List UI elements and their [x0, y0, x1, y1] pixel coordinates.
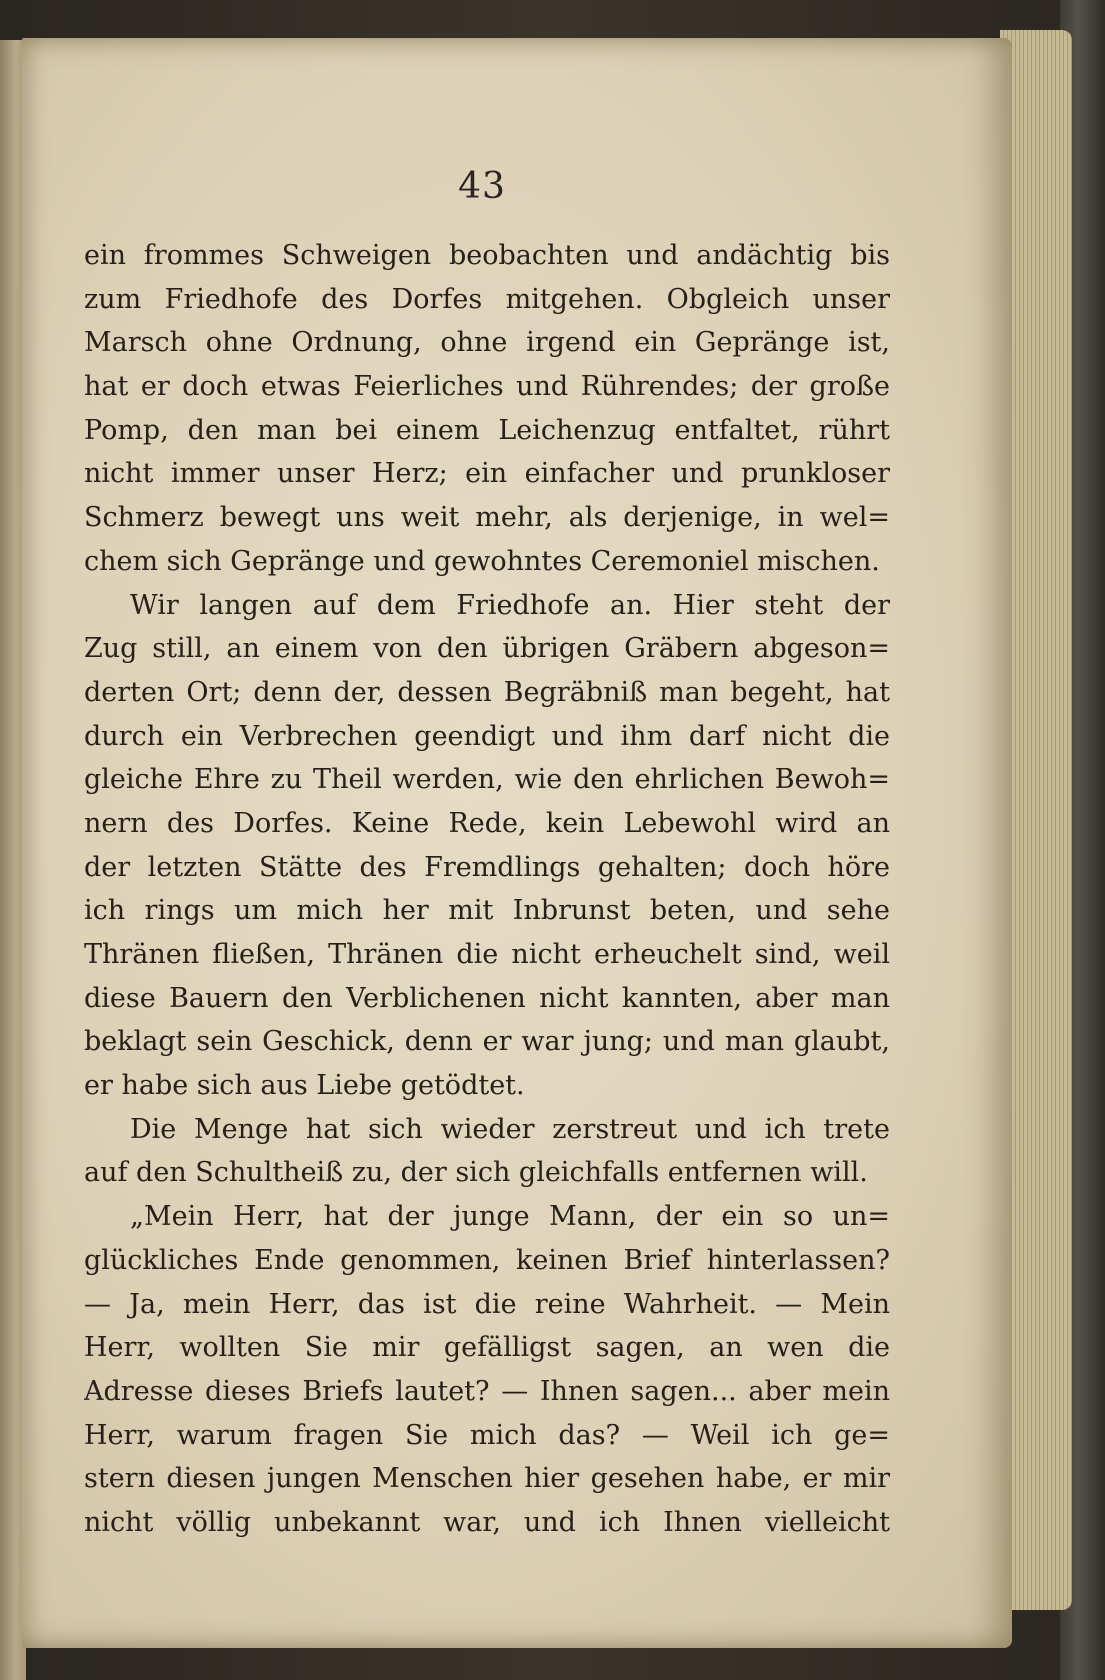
text-line: Herr, wollten Sie mir gefälligst sagen, an wen die — [84, 1332, 890, 1364]
text-line: der letzten Stätte des Fremdlings gehalten; doch höre — [84, 851, 890, 883]
text-line: glückliches Ende genommen, keinen Brief hinterlassen? — [84, 1244, 890, 1276]
text-line: chem sich Gepränge und gewohntes Ceremoniel mischen. — [84, 545, 880, 577]
text-line: Schmerz bewegt uns weit mehr, als derjenige, in wel= — [84, 502, 890, 534]
text-line: Thränen fließen, Thränen die nicht erheuchelt sind, weil — [84, 939, 890, 970]
body-text — [84, 234, 890, 1545]
text-line: Zug still, an einem von den übrigen Gräbern abgeson= — [84, 633, 890, 665]
text-line: nern des Dorfes. Keine Rede, kein Lebewohl wird an — [84, 807, 890, 839]
text-line: nicht immer unser Herz; ein einfacher und prunkloser — [84, 458, 890, 490]
text-line: — Ja, mein Herr, das ist die reine Wahrheit. — Mein — [84, 1288, 890, 1320]
page-number: 43 — [458, 166, 506, 207]
text-line: Die Menge hat sich wieder zerstreut und ich trete — [130, 1113, 890, 1145]
text-line: Pomp, den man bei einem Leichenzug entfaltet, rührt — [84, 414, 890, 446]
text-line: hat er doch etwas Feierliches und Rührendes; der große — [84, 371, 890, 403]
text-line: Marsch ohne Ordnung, ohne irgend ein Gepränge ist, — [84, 327, 890, 359]
text-line: ich rings um mich her mit Inbrunst beten, und sehe — [84, 895, 890, 927]
text-line: zum Friedhofe des Dorfes mitgehen. Obgleich unser — [84, 283, 890, 315]
text-line: „Mein Herr, hat der junge Mann, der ein so un= — [130, 1201, 890, 1233]
text-line: auf den Schultheiß zu, der sich gleichfalls entfernen will. — [84, 1157, 868, 1189]
text-line: durch ein Verbrechen geendigt und ihm darf nicht die — [84, 720, 890, 752]
book-page — [22, 38, 1012, 1648]
text-line: ein frommes Schweigen beobachten und andächtig bis — [84, 240, 890, 271]
text-line: Wir langen auf dem Friedhofe an. Hier steht der — [130, 589, 890, 621]
text-line: diese Bauern den Verblichenen nicht kannten, aber man — [84, 982, 890, 1014]
text-line: Herr, warum fragen Sie mich das? — Weil ich ge= — [84, 1419, 890, 1451]
text-line: nicht völlig unbekannt war, und ich Ihnen vielleicht — [84, 1506, 890, 1538]
text-line: er habe sich aus Liebe getödtet. — [84, 1070, 525, 1102]
text-line: stern diesen jungen Menschen hier gesehen habe, er mir — [84, 1463, 890, 1495]
text-line: beklagt sein Geschick, denn er war jung; und man glaubt, — [84, 1026, 890, 1058]
text-line: Adresse dieses Briefs lautet? — Ihnen sagen... aber mein — [84, 1375, 890, 1407]
text-line: derten Ort; denn der, dessen Begräbniß man begeht, hat — [84, 676, 890, 708]
text-line: gleiche Ehre zu Theil werden, wie den ehrlichen Bewoh= — [84, 764, 890, 796]
